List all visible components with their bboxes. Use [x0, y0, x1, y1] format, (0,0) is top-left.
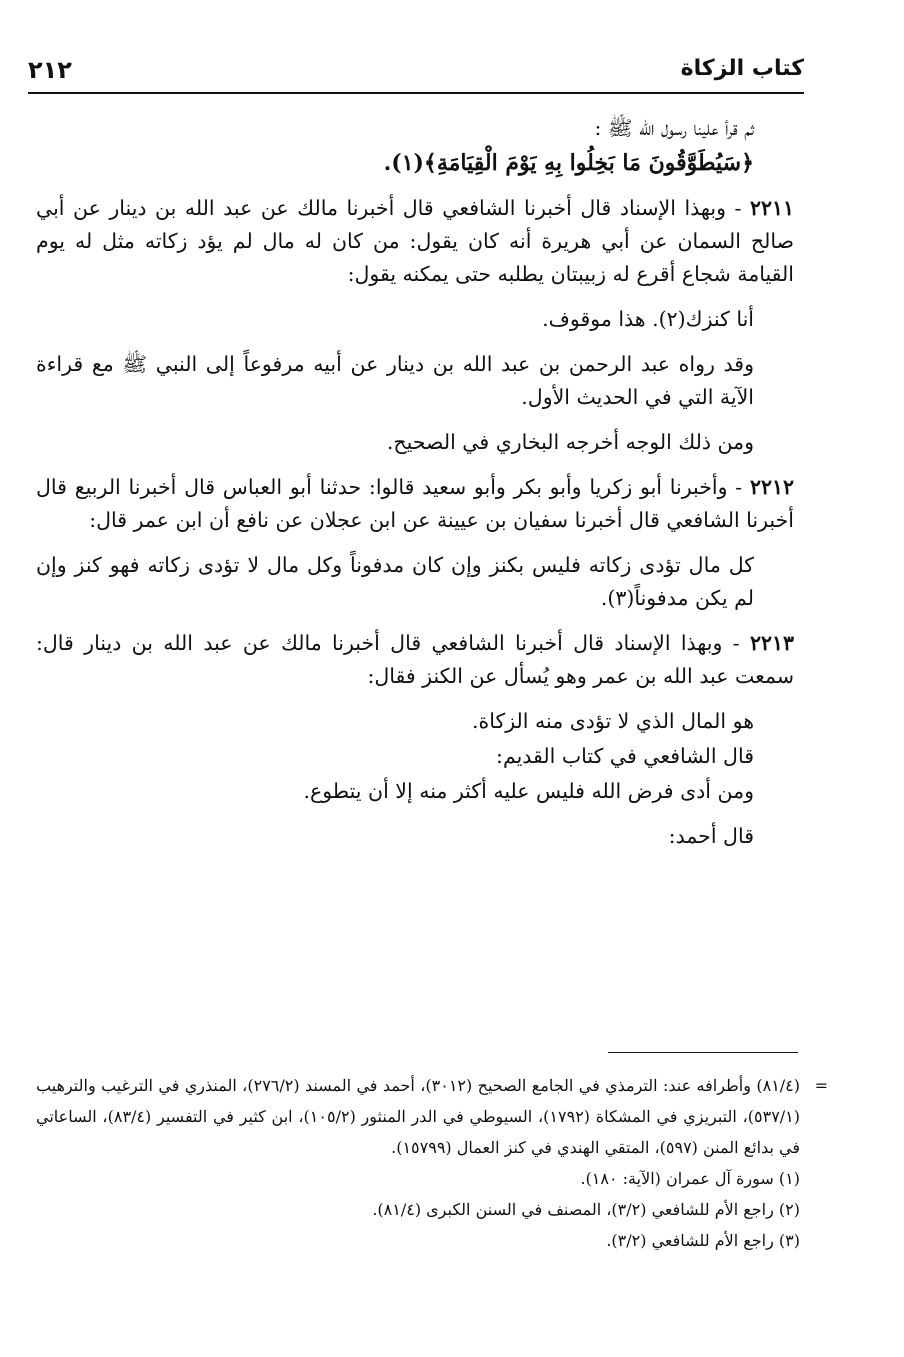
quran-verse: ﴿سَيُطَوَّقُونَ مَا بَخِلُوا بِهِ يَوْمَ الْقِيَامَةِ﴾(١).	[383, 150, 754, 176]
paragraph: أنا كنزك(٢). هذا موقوف.	[542, 307, 754, 331]
footnote-3: (٣) راجع الأم للشافعي (٣/٢).	[606, 1231, 800, 1250]
paragraph: ثم قرأ علينا رسول الله ﷺ :	[594, 116, 754, 140]
hadith-number: ٢٢١١	[749, 196, 794, 220]
footnotes	[36, 1070, 828, 1256]
hadith-2213	[36, 627, 794, 693]
running-header	[28, 52, 804, 92]
footnote-separator	[608, 1052, 798, 1053]
page-number: ٢١٢	[28, 56, 72, 84]
paragraph: قال الشافعي في كتاب القديم:	[496, 744, 754, 768]
main-text	[36, 112, 794, 865]
footnote-text: (٨١/٤) وأطرافه عند: الترمذي في الجامع الصحيح (٣٠١٢)، أحمد في المسند (٢٧٦/٢)، المنذري في الترغيب والترهيب (٥٣٧/١)، التبريزي في المشكاة (١٧٩٢)، السيوطي في الدر المنثور (١٠٥/٢)، ابن كثير في التفسير (٨٣/٤)، الساعاتي في بدائع المنن (٥٩٧)، المتقي الهندي في كنز العمال (١٥٧٩٩).	[36, 1076, 801, 1157]
header-rule	[28, 92, 804, 94]
paragraph: كل مال تؤدى زكاته فليس بكنز وإن كان مدفوناً وكل مال لا تؤدى زكاته فهو كنز وإن لم يكن مدفوناً(٣).	[36, 553, 754, 610]
paragraph: ومن أدى فرض الله فليس عليه أكثر منه إلا أن يتطوع.	[303, 779, 754, 803]
hadith-text: - وأخبرنا أبو زكريا وأبو بكر وأبو سعيد قالوا: حدثنا أبو العباس قال أخبرنا الربيع قال أخبرنا الشافعي قال أخبرنا سفيان بن عيينة عن ابن عجلان عن نافع أن ابن عمر قال:	[36, 475, 794, 532]
paragraph: ومن ذلك الوجه أخرجه البخاري في الصحيح.	[386, 430, 754, 454]
hadith-2212	[36, 471, 794, 537]
hadith-text: - وبهذا الإسناد قال أخبرنا الشافعي قال أخبرنا مالك عن عبد الله بن دينار قال: سمعت عبد الله بن عمر وهو يُسأل عن الكنز فقال:	[36, 631, 794, 688]
hadith-number: ٢٢١٣	[749, 631, 794, 655]
continuation-marker: =	[814, 1076, 828, 1095]
chapter-title: كتاب الزكاة	[680, 56, 804, 81]
hadith-2211	[36, 192, 794, 291]
paragraph: هو المال الذي لا تؤدى منه الزكاة.	[471, 709, 754, 733]
footnote-2: (٢) راجع الأم للشافعي (٣/٢)، المصنف في السنن الكبرى (٨١/٤).	[372, 1200, 800, 1219]
footnote-1: (١) سورة آل عمران (الآية: ١٨٠).	[580, 1169, 800, 1188]
footnote-continuation	[36, 1070, 828, 1163]
paragraph: وقد رواه عبد الرحمن بن عبد الله بن دينار عن أبيه مرفوعاً إلى النبي ﷺ مع قراءة الآية التي في الحديث الأول.	[36, 352, 754, 409]
hadith-number: ٢٢١٢	[749, 475, 794, 499]
paragraph: قال أحمد:	[668, 824, 754, 848]
hadith-text: - وبهذا الإسناد قال أخبرنا الشافعي قال أخبرنا مالك عن عبد الله بن دينار عن أبي صالح السمان عن أبي هريرة أنه كان يقول: من كان له مال لم يؤد زكاته مثل له يوم القيامة شجاع أقرع له زبيبتان يطلبه حتى يمكنه يقول:	[36, 196, 794, 286]
